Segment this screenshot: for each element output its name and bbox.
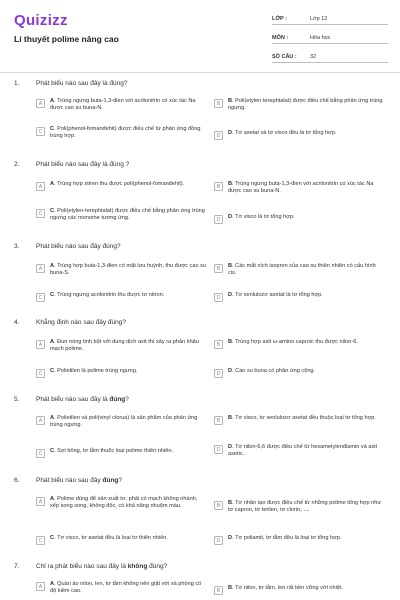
stem-text: Chỉ ra phát biểu nào sau đây là xyxy=(36,563,128,570)
option-content: Polietilen và poli(vinyl clorua) là sản phẩm của phản ứng trùng ngưng. xyxy=(50,415,198,429)
option-text: C. Poli(etylen-terephtalat) được điều chế bằng phản ứng trùng ngưng các monome tương ứng. xyxy=(50,208,205,222)
option-letter: C xyxy=(50,448,55,454)
option-content: Poli(phenol-fomanđehit) được điều chế từ phản ứng đồng trùng hợp. xyxy=(50,126,201,140)
question-number: 1. xyxy=(14,80,20,87)
meta-row-subject xyxy=(272,29,388,44)
option-letter-box: A xyxy=(36,264,45,273)
question-number: 3. xyxy=(14,243,20,250)
option-b[interactable] xyxy=(214,415,384,425)
question-number: 7. xyxy=(14,563,20,570)
option-letter-box: D xyxy=(214,293,223,302)
option-letter-box: C xyxy=(36,293,45,302)
option-text: A. Trùng hợp buta-1,3-đien có mặt lưu huỳnh, thu được cao su buna-S. xyxy=(50,263,207,277)
option-content: Trùng hợp buta-1,3-đien có mặt lưu huỳnh, thu được cao su buna-S. xyxy=(50,263,207,277)
option-a[interactable] xyxy=(36,496,206,510)
option-text: A. Polime dùng để sản xuất tơ, phải có mạch không nhánh, xếp song song, không độc, có khả năng nhuộm màu. xyxy=(50,496,198,510)
meta-value: Lớp 12 xyxy=(310,16,328,22)
option-letter: C xyxy=(50,292,55,298)
option-letter: C xyxy=(50,126,55,132)
option-letter: C xyxy=(50,535,55,541)
option-text: B. Các mắt xích isopren của cao su thiên nhiên có cấu hình cis. xyxy=(228,263,376,277)
option-text: D. Tơ axetat và tơ visco đều là tơ tổng hợp. xyxy=(228,130,337,136)
option-letter-box: D xyxy=(214,445,223,454)
option-letter-box: B xyxy=(214,586,223,595)
option-letter: A xyxy=(50,181,55,187)
option-letter-box: C xyxy=(36,536,45,545)
worksheet-header xyxy=(0,0,400,70)
option-a[interactable] xyxy=(36,181,206,191)
option-text: C. Sợi bông, tơ tằm thuộc loại polime thiên nhiên. xyxy=(50,448,174,454)
option-content: Poli(etylen-terephtalat) được điều chế bằng phản ứng trùng ngưng các monome tương ứng. xyxy=(50,208,205,222)
option-content: Tơ visco là tơ tổng hợp. xyxy=(235,214,295,220)
option-text: B. Poli(etylen terephtalat) được điều chế bằng phản ứng trùng ngưng. xyxy=(228,98,383,112)
option-letter-box: C xyxy=(36,449,45,458)
worksheet-meta xyxy=(272,10,388,67)
option-letter: C xyxy=(50,208,55,214)
option-letter-box: B xyxy=(214,182,223,191)
option-letter: B xyxy=(228,415,233,421)
option-content: Tơ visco, tơ xenlulozơ axetat đều thuộc loại tơ tổng hợp. xyxy=(235,415,376,421)
option-content: Poli(etylen terephtalat) được điều chế bằng phản ứng trùng ngưng. xyxy=(228,98,383,112)
option-a[interactable] xyxy=(36,339,206,353)
option-text: A. Polietilen và poli(vinyl clorua) là sản phẩm của phản ứng trùng ngưng. xyxy=(50,415,198,429)
option-text: A. Quần áo nilon, len, tơ tằm không nên giặt với xà phòng có độ kiềm cao. xyxy=(50,581,202,595)
option-text: C. Polietilen là polime trùng ngưng. xyxy=(50,368,138,374)
option-letter: B xyxy=(228,339,233,345)
option-b[interactable] xyxy=(214,339,384,349)
option-text: A. Trùng hợp stiren thu được poli(phenol-fomanđehit). xyxy=(50,181,185,187)
option-d[interactable] xyxy=(214,368,384,378)
option-c[interactable] xyxy=(36,208,206,222)
option-letter: A xyxy=(50,581,55,587)
meta-label: LỚP : xyxy=(272,16,287,22)
option-content: Trùng hợp axit ω-amino caproic thu được nilon-6. xyxy=(235,339,358,345)
option-c[interactable] xyxy=(36,368,206,378)
option-letter-box: B xyxy=(214,99,223,108)
question-stem xyxy=(36,477,122,484)
meta-value: 32 xyxy=(310,54,317,60)
option-letter: A xyxy=(50,263,55,269)
meta-label: MÔN : xyxy=(272,35,289,41)
option-letter-box: A xyxy=(36,416,45,425)
option-letter: B xyxy=(228,263,233,269)
option-content: Trùng hợp stiren thu được poli(phenol-fomanđehit). xyxy=(57,181,185,187)
option-content: Trùng ngưng buta-1,3-đien với acrilonitrin có xúc tác Na được cao su buna-N. xyxy=(50,98,196,112)
option-content: Tơ nilon, tơ tằm, len rất bền vững với nhiệt. xyxy=(235,585,344,591)
stem-emphasis: đúng xyxy=(102,477,119,484)
option-c[interactable] xyxy=(36,126,206,140)
option-a[interactable] xyxy=(36,581,206,595)
option-text: A. Trùng ngưng buta-1,3-đien với acrilonitrin có xúc tác Na được cao su buna-N. xyxy=(50,98,196,112)
question-number: 5. xyxy=(14,396,20,403)
option-content: Polime dùng để sản xuất tơ, phải có mạch không nhánh, xếp song song, không độc, có khả năng nhuộm màu. xyxy=(50,496,198,510)
option-letter-box: A xyxy=(36,182,45,191)
option-content: Tơ nhân tạo được điều chế từ những polime tổng hợp như tơ capron, tơ terilen, tơ clorin, .... xyxy=(228,500,382,514)
option-letter-box: C xyxy=(36,209,45,218)
option-b[interactable] xyxy=(214,263,384,277)
question-number: 2. xyxy=(14,161,20,168)
option-text: B. Trùng hợp axit ω-amino caproic thu được nilon-6. xyxy=(228,339,358,345)
option-letter-box: D xyxy=(214,215,223,224)
option-content: Trùng ngưng buta-1,3-đien với acrilonitrin có xúc tác Na được cao su buna-N. xyxy=(228,181,374,195)
option-b[interactable] xyxy=(214,98,384,112)
question-stem: Khẳng định nào sau đây đúng? xyxy=(36,319,126,326)
question-stem xyxy=(36,396,129,403)
option-content: Tơ visco, tơ axetat đều là loại tơ thiên nhiên. xyxy=(57,535,168,541)
option-a[interactable] xyxy=(36,415,206,429)
option-content: Quần áo nilon, len, tơ tằm không nên giặt với xà phòng có độ kiềm cao. xyxy=(50,581,202,595)
option-letter: B xyxy=(228,181,233,187)
option-c[interactable] xyxy=(36,292,206,302)
option-letter-box: B xyxy=(214,264,223,273)
option-letter-box: D xyxy=(214,131,223,140)
stem-text: Phát biểu nào sau đây là xyxy=(36,396,110,403)
option-content: Cao su buna có phản ứng cộng. xyxy=(235,368,316,374)
option-text: C. Tơ visco, tơ axetat đều là loại tơ thiên nhiên. xyxy=(50,535,168,541)
option-letter: C xyxy=(50,368,55,374)
header-divider xyxy=(0,72,400,73)
quizizz-logo: Quizizz xyxy=(14,12,68,29)
option-text: D. Tơ nilon-6,6 được điều chế từ hexametylenđiamin và axit axetic. xyxy=(228,444,378,458)
stem-text: đúng? xyxy=(147,563,168,570)
option-d[interactable] xyxy=(214,292,384,302)
option-content: Đun nóng tinh bột với dung dịch axit thì xảy ra phản khâu mạch polime. xyxy=(50,339,199,353)
meta-row-count xyxy=(272,48,388,63)
option-c[interactable] xyxy=(36,448,206,458)
option-letter: B xyxy=(228,585,233,591)
option-content: Tơ xenlulozơ axetat là tơ tổng hợp. xyxy=(235,292,323,298)
stem-emphasis: không xyxy=(127,563,148,570)
question-stem: Phát biểu nào sau đây đúng? xyxy=(36,243,121,250)
option-a[interactable] xyxy=(36,98,206,112)
meta-row-class xyxy=(272,10,388,25)
option-text: B. Tơ nhân tạo được điều chế từ những polime tổng hợp như tơ capron, tơ terilen, tơ clorin, .... xyxy=(228,500,382,514)
question-stem: Phát biểu nào sau đây là đúng ? xyxy=(36,161,130,168)
option-letter: D xyxy=(228,368,233,374)
option-content: Tơ axetat và tơ visco đều là tơ tổng hợp. xyxy=(235,130,337,136)
stem-text: ? xyxy=(125,396,129,403)
option-letter: D xyxy=(228,130,233,136)
option-letter-box: A xyxy=(36,582,45,591)
option-text: B. Trùng ngưng buta-1,3-đien với acrilonitrin có xúc tác Na được cao su buna-N. xyxy=(228,181,374,195)
option-text: A. Đun nóng tinh bột với dung dịch axit thì xảy ra phản khâu mạch polime. xyxy=(50,339,199,353)
option-content: Trùng ngưng acrilonitrin thu được tơ nitron. xyxy=(57,292,165,298)
question-number: 4. xyxy=(14,319,20,326)
question-number: 6. xyxy=(14,477,20,484)
option-text: C. Trùng ngưng acrilonitrin thu được tơ nitron. xyxy=(50,292,165,298)
option-content: Tơ poliamit, tơ tằm đều là loại tơ tổng hợp. xyxy=(235,535,342,541)
option-text: C. Poli(phenol-fomanđehit) được điều chế từ phản ứng đồng trùng hợp. xyxy=(50,126,201,140)
option-content: Các mắt xích isopren của cao su thiên nhiên có cấu hình cis. xyxy=(228,263,376,277)
option-letter-box: D xyxy=(214,369,223,378)
option-letter: D xyxy=(228,444,233,450)
option-b[interactable] xyxy=(214,585,384,595)
option-d[interactable] xyxy=(214,130,384,140)
option-letter-box: B xyxy=(214,340,223,349)
option-text: D. Tơ xenlulozơ axetat là tơ tổng hợp. xyxy=(228,292,323,298)
option-d[interactable] xyxy=(214,214,384,224)
option-letter: B xyxy=(228,500,233,506)
option-text: D. Tơ poliamit, tơ tằm đều là loại tơ tổng hợp. xyxy=(228,535,342,541)
worksheet-title: Lí thuyết polime nâng cao xyxy=(14,34,119,44)
option-letter-box: B xyxy=(214,501,223,510)
option-text: D. Cao su buna có phản ứng cộng. xyxy=(228,368,316,374)
option-text: D. Tơ visco là tơ tổng hợp. xyxy=(228,214,295,220)
option-letter-box: B xyxy=(214,416,223,425)
option-content: Sợi bông, tơ tằm thuộc loại polime thiên nhiên. xyxy=(57,448,174,454)
option-content: Polietilen là polime trùng ngưng. xyxy=(57,368,138,374)
option-letter-box: C xyxy=(36,369,45,378)
option-a[interactable] xyxy=(36,263,206,277)
stem-emphasis: đúng xyxy=(109,396,126,403)
option-letter: A xyxy=(50,339,55,345)
stem-text: Phát biểu nào sau đây xyxy=(36,477,103,484)
option-c[interactable] xyxy=(36,535,206,545)
option-b[interactable] xyxy=(214,181,384,195)
option-letter: A xyxy=(50,496,55,502)
option-b[interactable] xyxy=(214,500,384,514)
option-letter: B xyxy=(228,98,233,104)
option-letter: D xyxy=(228,214,233,220)
option-text: B. Tơ nilon, tơ tằm, len rất bền vững với nhiệt. xyxy=(228,585,344,591)
option-d[interactable] xyxy=(214,535,384,545)
option-letter-box: A xyxy=(36,99,45,108)
question-stem: Phát biểu nào sau đây là đúng? xyxy=(36,80,128,87)
question-stem xyxy=(36,563,167,570)
option-letter-box: A xyxy=(36,340,45,349)
meta-label: SỐ CÂU : xyxy=(272,54,297,60)
option-letter-box: D xyxy=(214,536,223,545)
option-content: Tơ nilon-6,6 được điều chế từ hexametylenđiamin và axit axetic. xyxy=(228,444,378,458)
option-letter: A xyxy=(50,415,55,421)
option-d[interactable] xyxy=(214,444,384,458)
option-letter-box: A xyxy=(36,497,45,506)
option-letter: D xyxy=(228,535,233,541)
option-letter: A xyxy=(50,98,55,104)
option-letter: D xyxy=(228,292,233,298)
meta-value: Hóa học xyxy=(310,35,331,41)
option-text: B. Tơ visco, tơ xenlulozơ axetat đều thuộc loại tơ tổng hợp. xyxy=(228,415,376,421)
stem-text: ? xyxy=(118,477,123,484)
option-letter-box: C xyxy=(36,127,45,136)
